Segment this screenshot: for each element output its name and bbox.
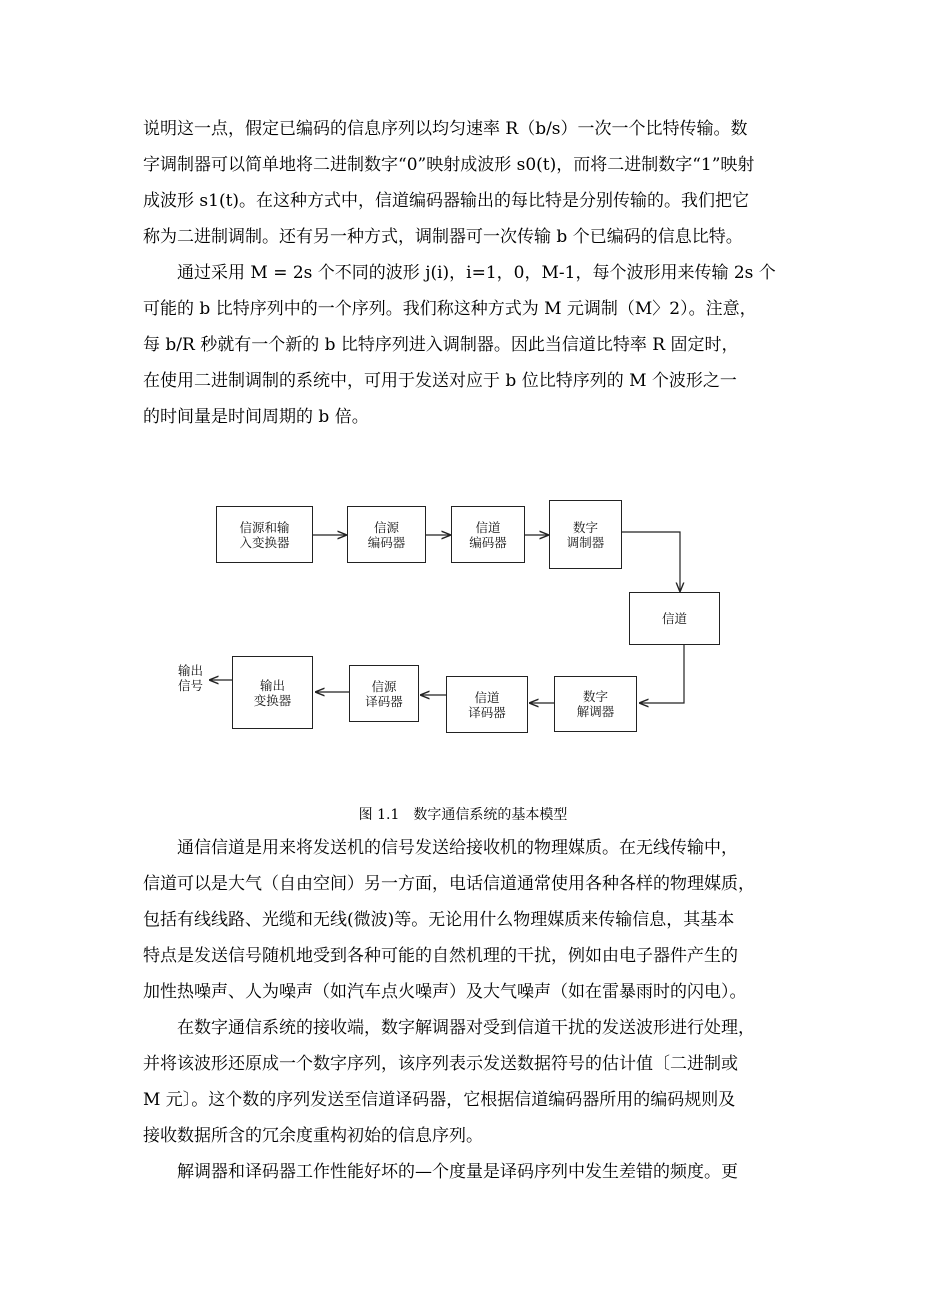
- text-line: 字调制器可以简单地将二进制数字“0”映射成波形 s0(t)，而将二进制数字“1”映射: [143, 155, 755, 175]
- block-label: 数字 调制器: [566, 519, 605, 550]
- text-line: 包括有线线路、光缆和无线(微波)等。无论用什么物理媒质来传输信息，其基本: [143, 910, 735, 930]
- block-channel: [629, 592, 720, 645]
- text-line: 信道可以是大气（自由空间）另一方面，电话信道通常使用各种各样的物理媒质，: [143, 874, 755, 894]
- text-line: 可能的 b 比特序列中的一个序列。我们称这种方式为 M 元调制（M〉2）。注意，: [143, 299, 757, 319]
- block-source-converter: [216, 506, 313, 563]
- block-label: 信道: [661, 611, 687, 626]
- text-line: 并将该波形还原成一个数字序列，该序列表示发送数据符号的估计值〔二进制或: [143, 1054, 738, 1074]
- text-line: M 元〕。这个数的序列发送至信道译码器，它根据信道编码器所用的编码规则及: [143, 1090, 736, 1110]
- block-label: 信源 编码器: [367, 519, 406, 550]
- block-label: 信源和输 入变换器: [239, 519, 290, 550]
- arrow-modulator-to-channel: [622, 532, 680, 591]
- block-label: 数字 解调器: [576, 689, 615, 719]
- output-signal-label: 输出 信号: [178, 663, 204, 693]
- block-output-converter: [232, 656, 313, 729]
- block-source-encoder: [347, 506, 426, 563]
- text-line: 特点是发送信号随机地受到各种可能的自然机理的干扰，例如由电子器件产生的: [143, 946, 738, 966]
- block-digital-demodulator: [554, 676, 637, 732]
- block-channel-encoder: [451, 506, 525, 563]
- text-line: 通过采用 M = 2s 个不同的波形 j(i)，i=1，0，M-1，每个波形用来传输 2s 个: [177, 263, 776, 283]
- figure-caption: 图 1.1 数字通信系统的基本模型: [358, 807, 568, 823]
- text-line: 每 b/R 秒就有一个新的 b 比特序列进入调制器。因此当信道比特率 R 固定时，: [143, 335, 739, 355]
- block-source-decoder: [349, 665, 419, 722]
- text-line: 在数字通信系统的接收端，数字解调器对受到信道干扰的发送波形进行处理，: [177, 1018, 755, 1038]
- text-line: 解调器和译码器工作性能好坏的—个度量是译码序列中发生差错的频度。更: [177, 1162, 738, 1182]
- block-label: 信道 编码器: [469, 519, 507, 550]
- text-line: 的时间量是时间周期的 b 倍。: [143, 407, 369, 427]
- text-line: 说明这一点，假定已编码的信息序列以均匀速率 R（b/s）一次一个比特传输。数: [143, 119, 748, 139]
- arrow-channel-to-demodulator: [640, 645, 684, 703]
- block-digital-modulator: [549, 500, 622, 569]
- text-line: 在使用二进制调制的系统中，可用于发送对应于 b 位比特序列的 M 个波形之一: [143, 371, 737, 391]
- text-line: 接收数据所含的冗余度重构初始的信息序列。: [143, 1126, 483, 1146]
- text-line: 成波形 s1(t)。在这种方式中，信道编码器输出的每比特是分别传输的。我们把它: [143, 191, 750, 211]
- block-label: 输出 变换器: [253, 677, 292, 708]
- block-label: 信源 译码器: [365, 678, 403, 709]
- block-channel-decoder: [446, 676, 528, 733]
- text-line: 通信信道是用来将发送机的信号发送给接收机的物理媒质。在无线传输中，: [177, 838, 738, 858]
- text-line: 称为二进制调制。还有另一种方式，调制器可一次传输 b 个已编码的信息比特。: [143, 227, 743, 247]
- block-label: 信道 译码器: [468, 689, 506, 720]
- text-line: 加性热噪声、人为噪声（如汽车点火噪声）及大气噪声（如在雷暴雨时的闪电）。: [143, 982, 747, 1002]
